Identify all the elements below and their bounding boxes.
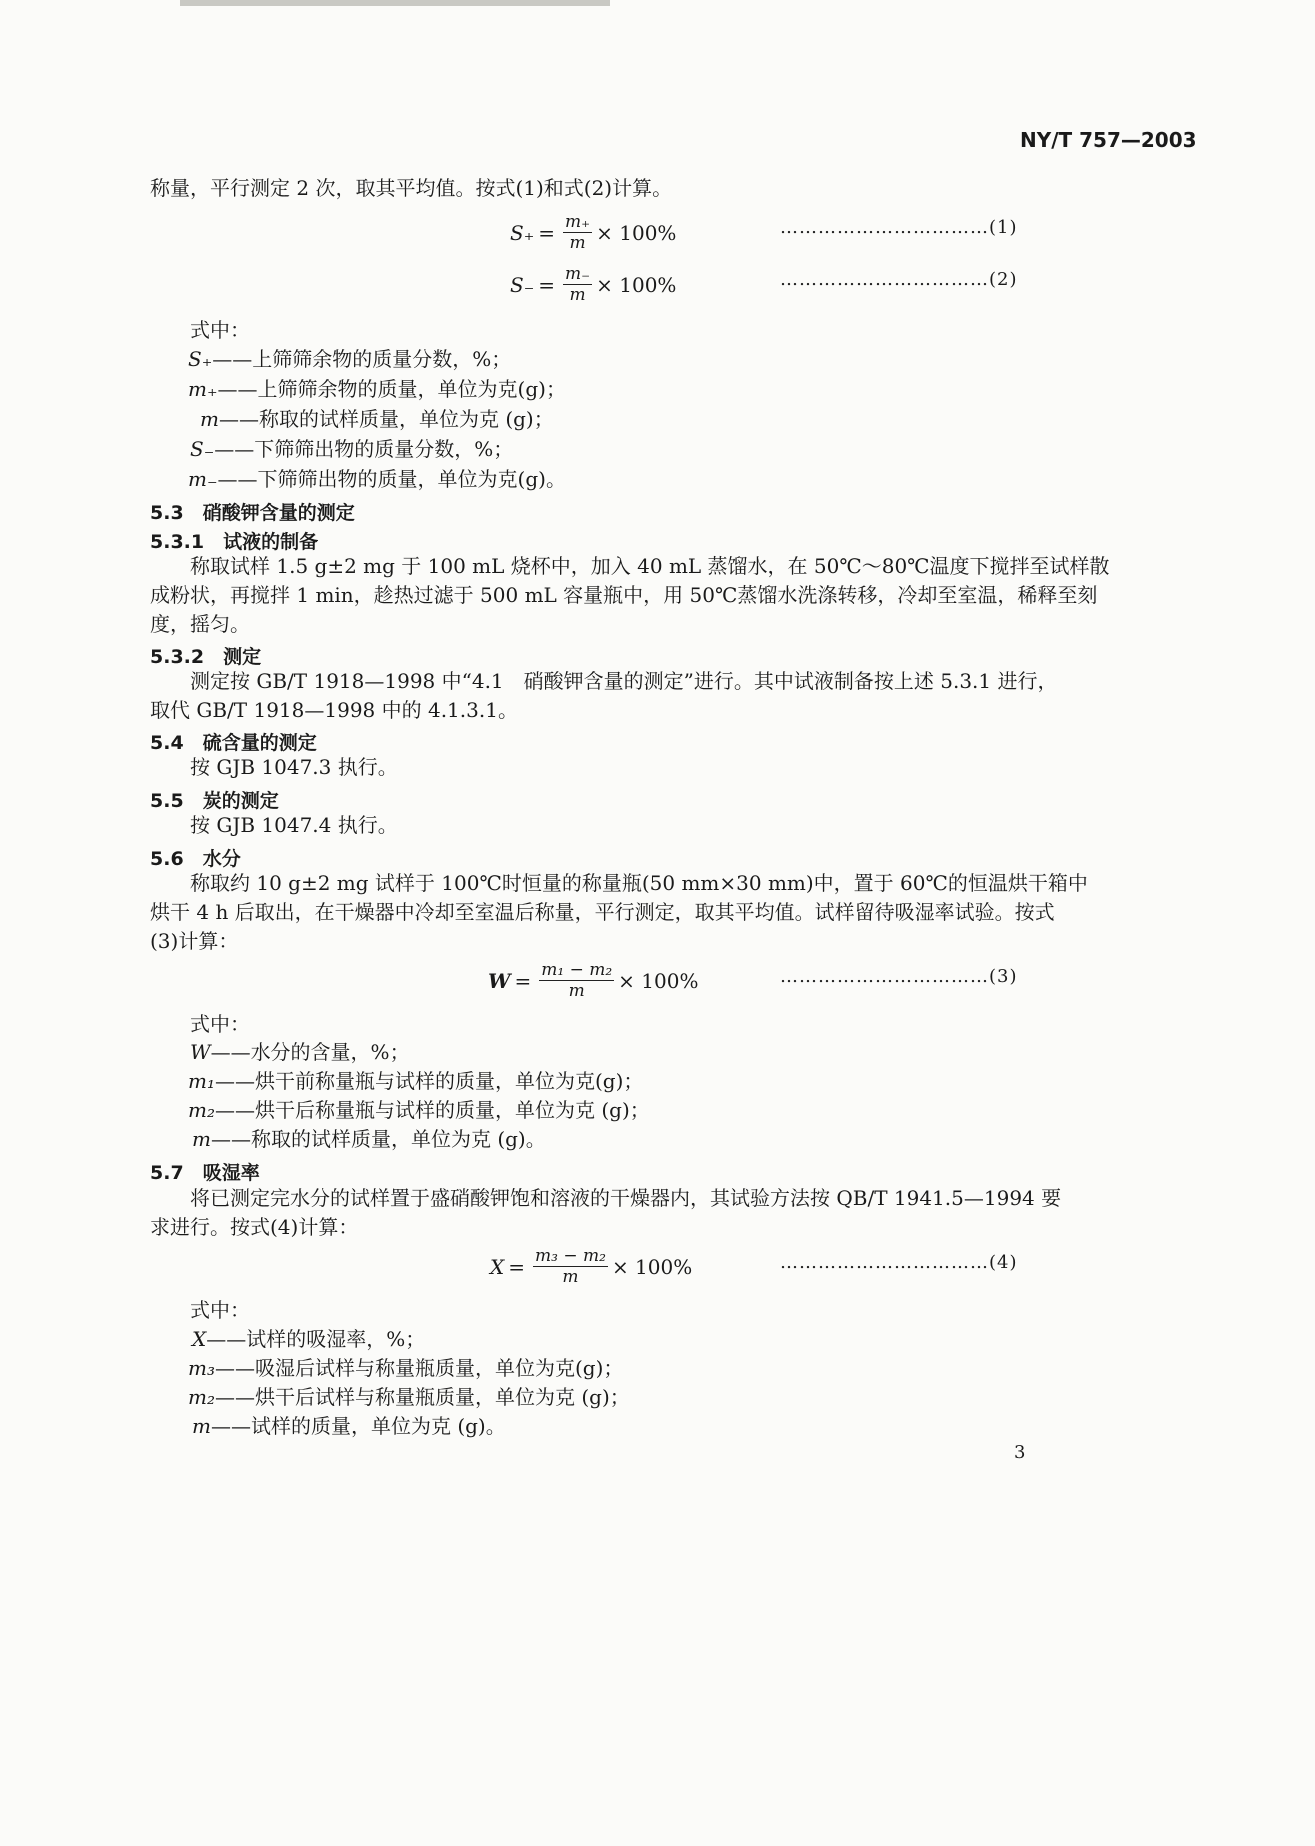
eq1-denominator: m bbox=[569, 233, 586, 253]
paragraph-5-3-1-line: 成粉状，再搅拌 1 min，趁热过滤于 500 mL 容量瓶中，用 50℃蒸馏水洗涤转移，冷却至室温，稀释至刻 bbox=[150, 583, 1098, 607]
definition-item: m₁——烘干前称量瓶与试样的质量，单位为克(g)； bbox=[188, 1069, 644, 1093]
paragraph-5-3-2-line: 测定按 GB/T 1918—1998 中“4.1 硝酸钾含量的测定”进行。其中试液制备按上述 5.3.1 进行， bbox=[190, 669, 1058, 693]
eq3-lhs: W bbox=[488, 968, 511, 993]
definition-item: m₂——烘干后称量瓶与试样的质量，单位为克 (g)； bbox=[188, 1098, 650, 1122]
section-5-6-heading: 5.6 水分 bbox=[150, 848, 241, 870]
eq1-lhs: S₊ bbox=[510, 220, 535, 245]
where-label-3: 式中： bbox=[190, 1298, 250, 1322]
paragraph-5-3-1-line: 称取试样 1.5 g±2 mg 于 100 mL 烧杯中，加入 40 mL 蒸馏水，在 50℃～80℃温度下搅拌至试样散 bbox=[190, 554, 1110, 578]
paragraph-5-6-line: (3)计算： bbox=[150, 929, 239, 953]
scan-edge-line bbox=[180, 0, 610, 6]
eq3-tail: × 100% bbox=[618, 968, 699, 993]
equation-1: S₊ = $\frac{m_+}{m}$ × 100% bbox=[510, 212, 677, 253]
intro-paragraph: 称量，平行测定 2 次，取其平均值。按式(1)和式(2)计算。 bbox=[150, 176, 673, 200]
definition-item: m₊——上筛筛余物的质量，单位为克(g)； bbox=[188, 377, 566, 401]
eq1-tail: × 100% bbox=[596, 220, 677, 245]
definition-item: m——试样的质量，单位为克 (g)。 bbox=[192, 1414, 506, 1438]
paragraph-5-4: 按 GJB 1047.3 执行。 bbox=[190, 755, 398, 779]
definition-item: m——称取的试样质量，单位为克 (g)。 bbox=[192, 1127, 546, 1151]
eq4-fraction bbox=[533, 1246, 608, 1287]
eq4-lhs: X bbox=[490, 1254, 505, 1279]
eq2-number: ……………………………(2) bbox=[780, 269, 1018, 290]
paragraph-5-5: 按 GJB 1047.4 执行。 bbox=[190, 813, 398, 837]
paragraph-5-6-line: 烘干 4 h 后取出，在干燥器中冷却至室温后称量，平行测定，取其平均值。试样留待吸湿率试验。按式 bbox=[150, 900, 1055, 924]
paragraph-5-6-line: 称取约 10 g±2 mg 试样于 100℃时恒量的称量瓶(50 mm×30 mm)中，置于 60℃的恒温烘干箱中 bbox=[190, 871, 1088, 895]
eq2-fraction bbox=[563, 264, 592, 305]
eq1-number: ……………………………(1) bbox=[780, 217, 1018, 238]
equation-3: W = $\frac{\text{m₁ − m₂}}{m}$ × 100% bbox=[488, 960, 699, 1001]
definition-item: S₋——下筛筛出物的质量分数，%； bbox=[190, 437, 514, 461]
definition-item: S₊——上筛筛余物的质量分数，%； bbox=[188, 347, 512, 371]
paragraph-5-3-1-line: 度，摇匀。 bbox=[150, 612, 250, 636]
eq4-number: ……………………………(4) bbox=[780, 1252, 1018, 1273]
section-5-3-1-heading: 5.3.1 试液的制备 bbox=[150, 531, 319, 553]
standard-code: NY/T 757—2003 bbox=[1020, 128, 1197, 152]
section-5-3-heading: 5.3 硝酸钾含量的测定 bbox=[150, 502, 355, 524]
where-label-2: 式中： bbox=[190, 1012, 250, 1036]
where-label-1: 式中： bbox=[190, 318, 250, 342]
eq2-lhs: S₋ bbox=[510, 272, 535, 297]
section-5-3-2-heading: 5.3.2 测定 bbox=[150, 646, 262, 668]
eq3-denominator: m bbox=[568, 981, 585, 1001]
page-number: 3 bbox=[1014, 1442, 1026, 1463]
paragraph-5-3-2-line: 取代 GB/T 1918—1998 中的 4.1.3.1。 bbox=[150, 698, 518, 722]
eq4-denominator: m bbox=[562, 1267, 579, 1287]
eq3-number: ……………………………(3) bbox=[780, 966, 1018, 987]
definition-item: m₂——烘干后试样与称量瓶质量，单位为克 (g)； bbox=[188, 1385, 630, 1409]
eq3-numerator: m₁ − m₂ bbox=[541, 960, 613, 980]
section-5-4-heading: 5.4 硫含量的测定 bbox=[150, 732, 317, 754]
eq2-denominator: m bbox=[569, 285, 586, 305]
eq1-numerator: m₊ bbox=[565, 212, 591, 232]
definition-item: X——试样的吸湿率，%； bbox=[192, 1327, 426, 1351]
definition-item: m₋——下筛筛出物的质量，单位为克(g)。 bbox=[188, 467, 566, 491]
definition-item: m₃——吸湿后试样与称量瓶质量，单位为克(g)； bbox=[188, 1356, 624, 1380]
equation-4: X = $\frac{\text{m₃ − m₂}}{m}$ × 100% bbox=[490, 1246, 693, 1287]
definition-item: W——水分的含量，%； bbox=[190, 1040, 410, 1064]
eq3-fraction bbox=[539, 960, 614, 1001]
paragraph-5-7-line: 将已测定完水分的试样置于盛硝酸钾饱和溶液的干燥器内，其试验方法按 QB/T 1941.5—1994 要 bbox=[190, 1186, 1062, 1210]
eq2-numerator: m₋ bbox=[565, 264, 591, 284]
section-5-5-heading: 5.5 炭的测定 bbox=[150, 790, 279, 812]
eq2-tail: × 100% bbox=[596, 272, 677, 297]
paragraph-5-7-line: 求进行。按式(4)计算： bbox=[150, 1215, 359, 1239]
definition-item: m——称取的试样质量，单位为克 (g)； bbox=[200, 407, 554, 431]
eq4-tail: × 100% bbox=[611, 1254, 693, 1279]
eq1-fraction bbox=[563, 212, 592, 253]
equation-2: S₋ = $\frac{m_-}{m}$ × 100% bbox=[510, 264, 677, 305]
section-5-7-heading: 5.7 吸湿率 bbox=[150, 1162, 260, 1184]
eq4-numerator: m₃ − m₂ bbox=[535, 1246, 606, 1266]
